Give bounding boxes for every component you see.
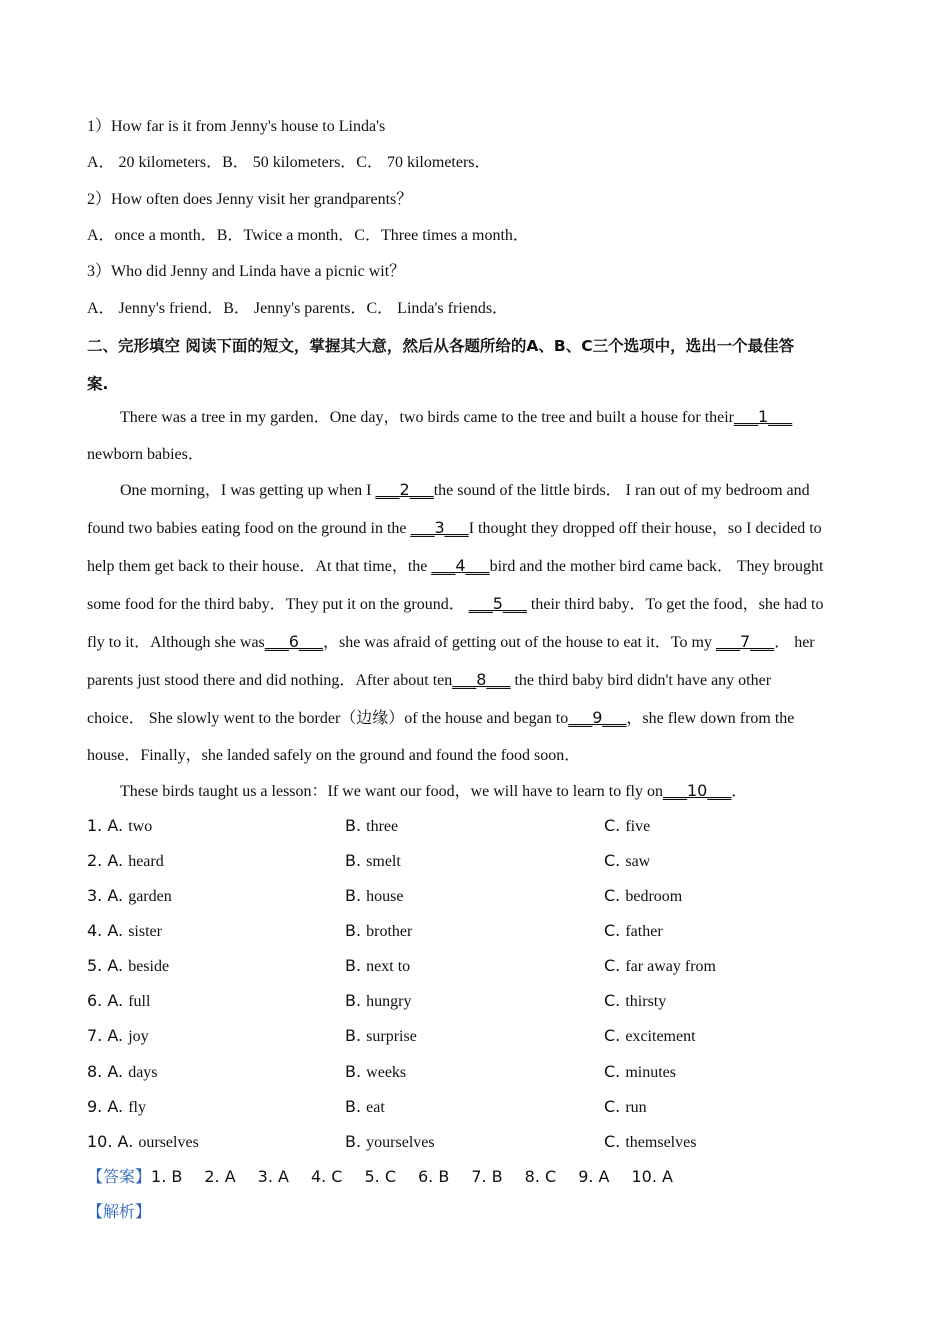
option-b: weeks <box>366 1064 407 1081</box>
option-row: 8. A. days B. weeks C. minutes <box>87 1062 677 1081</box>
option-row: 1. A. two B. three C. five <box>87 816 651 835</box>
option-row: 4. A. sister B. brother C. father <box>87 921 663 940</box>
option-b: three <box>366 818 399 835</box>
reading-question-2: 2）How often does Jenny visit her grandparents？ <box>87 191 413 208</box>
option-c: run <box>625 1099 647 1116</box>
analysis-label: 【解析】 <box>87 1202 152 1221</box>
blank-8: ___8___ <box>452 670 511 689</box>
passage-line: house．Finally，she landed safely on the ground and found the food soon． <box>87 747 581 764</box>
answer-key: 【答案】1. B 2. A 3. A 4. C 5. C 6. B 7. B 8. C 9. A 10. A <box>87 1167 673 1186</box>
blank-4: ___4___ <box>431 556 490 575</box>
option-b: yourselves <box>366 1134 435 1151</box>
option-a: ourselves <box>138 1134 199 1151</box>
blank-6: ___6___ <box>264 632 323 651</box>
passage-line: One morning，I was getting up when I ___2___the sound of the little birds． I ran out of my bedroom and <box>120 480 810 499</box>
option-b: eat <box>366 1099 385 1116</box>
option-b: brother <box>366 923 413 940</box>
option-row: 6. A. full B. hungry C. thirsty <box>87 991 667 1010</box>
reading-options-3: A． Jenny's friend．B． Jenny's parents．C． Linda's friends． <box>87 300 509 317</box>
option-c: themselves <box>625 1134 697 1151</box>
reading-options-2: A．once a month．B．Twice a month．C．Three times a month． <box>87 227 529 244</box>
blank-5: ___5___ <box>468 594 527 613</box>
reading-options-1: A． 20 kilometers．B． 50 kilometers．C． 70 kilometers． <box>87 154 491 171</box>
option-c: far away from <box>625 958 716 975</box>
option-b: house <box>366 888 404 905</box>
option-a: full <box>128 993 151 1010</box>
section-heading: 二、完形填空 阅读下面的短文，掌握其大意，然后从各题所给的A、B、C三个选项中，选出一个最佳答 <box>87 337 795 355</box>
option-a: days <box>128 1064 158 1081</box>
option-row: 9. A. fly B. eat C. run <box>87 1097 647 1116</box>
blank-7: ___7___ <box>716 632 775 651</box>
option-c: five <box>625 818 651 835</box>
blank-2: ___2___ <box>375 480 434 499</box>
passage-line: found two babies eating food on the ground in the ___3___I thought they dropped off their house，so I decided to <box>87 518 822 537</box>
option-c: excitement <box>625 1028 696 1045</box>
blank-10: ___10___ <box>662 781 732 800</box>
option-c: minutes <box>625 1064 677 1081</box>
option-row: 3. A. garden B. house C. bedroom <box>87 886 683 905</box>
passage-line: There was a tree in my garden．One day，two birds came to the tree and built a house for their___1___ <box>120 407 793 426</box>
option-a: joy <box>128 1028 149 1045</box>
option-row: 10. A. ourselves B. yourselves C. themselves <box>87 1132 697 1151</box>
option-b: surprise <box>366 1028 417 1045</box>
passage-line: newborn babies． <box>87 446 204 463</box>
option-b: smelt <box>366 853 401 870</box>
passage-line: fly to it．Although she was___6___，she was afraid of getting out of the house to eat it．To my ___7___． her <box>87 632 815 651</box>
option-b: hungry <box>366 993 412 1010</box>
option-row: 2. A. heard B. smelt C. saw <box>87 851 651 870</box>
passage-line: some food for the third baby．They put it on the ground． ___5___ their third baby．To get the food，she had to <box>87 594 824 613</box>
option-c: father <box>625 923 663 940</box>
passage-line: choice． She slowly went to the border（边缘）of the house and began to___9___，she flew down from the <box>87 708 795 727</box>
option-a: sister <box>128 923 162 940</box>
option-a: heard <box>128 853 164 870</box>
blank-1: ___1___ <box>734 407 793 426</box>
option-c: saw <box>625 853 651 870</box>
option-row: 7. A. joy B. surprise C. excitement <box>87 1026 696 1045</box>
option-a: two <box>128 818 153 835</box>
answer-label: 【答案】 <box>87 1167 152 1186</box>
passage-line: These birds taught us a lesson：If we want our food，we will have to learn to fly on___10___． <box>120 781 748 800</box>
blank-3: ___3___ <box>410 518 469 537</box>
option-c: bedroom <box>625 888 683 905</box>
option-a: beside <box>128 958 170 975</box>
passage-line: help them get back to their house．At that time，the ___4___bird and the mother bird came back． They brought <box>87 556 824 575</box>
reading-question-1: 1）How far is it from Jenny's house to Linda's <box>87 118 386 135</box>
option-a: garden <box>128 888 172 905</box>
option-c: thirsty <box>625 993 667 1010</box>
section-heading-cont: 案. <box>87 375 109 393</box>
option-a: fly <box>128 1099 146 1116</box>
option-b: next to <box>366 958 411 975</box>
blank-9: ___9___ <box>568 708 627 727</box>
option-row: 5. A. beside B. next to C. far away from <box>87 956 716 975</box>
passage-line: parents just stood there and did nothing．After about ten___8___ the third baby bird didn't have any other <box>87 670 772 689</box>
reading-question-3: 3）Who did Jenny and Linda have a picnic wit？ <box>87 263 406 280</box>
